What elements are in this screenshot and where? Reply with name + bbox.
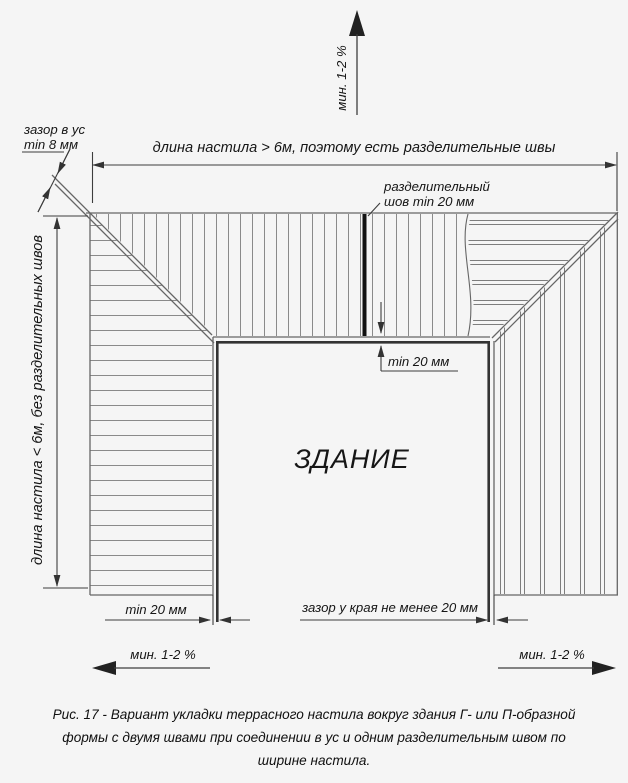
figure-caption (0, 704, 628, 772)
wall-gap-top-label: min 20 мм (388, 354, 450, 369)
miter-gap-label-line1: зазор в ус (24, 122, 86, 137)
slope-arrow-bottom-left (92, 647, 210, 675)
seam-callout (368, 179, 491, 216)
edge-gap-bottom-label: зазор у края не менее 20 мм (302, 600, 478, 615)
seam-label-line2: шов min 20 мм (384, 194, 475, 209)
slope-arrowhead-bottom-right (592, 661, 616, 675)
bottom-right-slope-label: мин. 1-2 % (519, 647, 585, 662)
top-slope-label: мин. 1-2 % (334, 45, 349, 111)
slope-arrowhead-bottom-left (92, 661, 116, 675)
left-dim-label: длина настила < 6м, без разделительных швов (30, 234, 46, 566)
dimension-left-length (43, 216, 88, 588)
caption-line-2: формы с двумя швами при соединении в ус и одним разделительным швом по (62, 729, 566, 745)
slope-arrowhead-top (349, 10, 365, 36)
slope-arrow-top (334, 10, 365, 115)
miter-gap-label-line2: min 8 мм (24, 137, 78, 152)
top-dim-label: длина настила > 6м, поэтому есть разделительные швы (152, 140, 556, 156)
seam-label-line1: разделительный (384, 179, 490, 194)
caption-line-3: ширине настила. (257, 752, 371, 768)
building-label: ЗДАНИЕ (294, 444, 410, 474)
dimension-top-length (93, 152, 618, 211)
wall-gap-left-label: min 20 мм (125, 602, 187, 617)
building-walls (217, 342, 488, 622)
deck-boards (90, 214, 617, 594)
caption-line-1: Рис. 17 - Вариант укладки террасного настила вокруг здания Г- или П-образной (52, 707, 576, 722)
slope-arrow-bottom-right (498, 647, 616, 675)
bottom-left-slope-label: мин. 1-2 % (130, 647, 196, 662)
